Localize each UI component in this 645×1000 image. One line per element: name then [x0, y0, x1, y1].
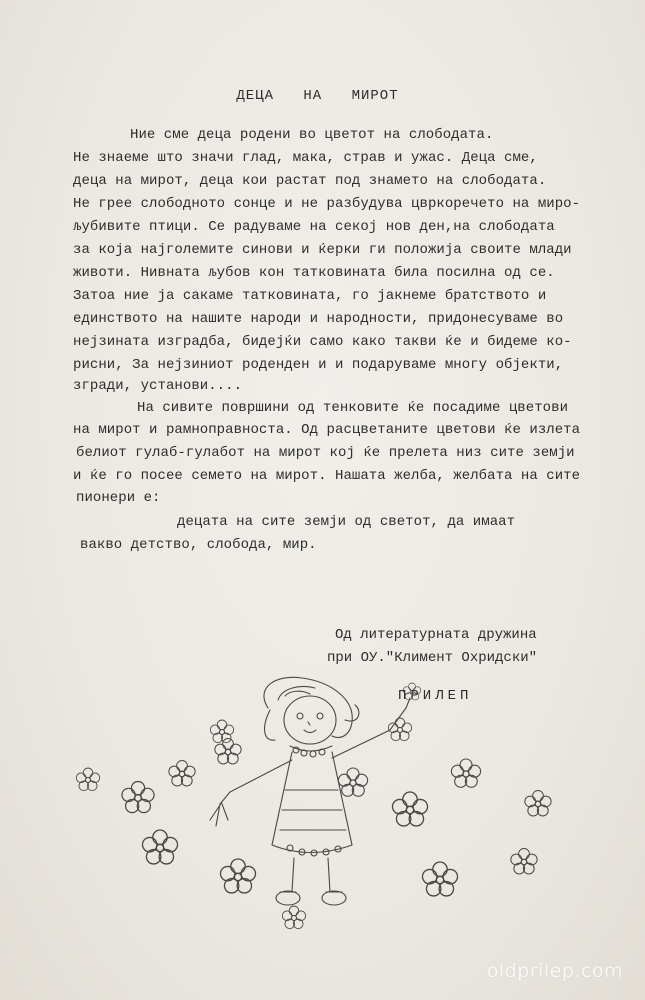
body-line: на мирот и рамноправноста. Од расцветаните цветови ќе излета	[73, 422, 581, 438]
body-line: згради, установи....	[73, 378, 243, 394]
body-line: вакво детство, слобода, мир.	[80, 537, 317, 553]
body-line: љубивите птици. Се радуваме на секој нов ден,на слободата	[73, 219, 555, 235]
signature-city: ПРИЛЕП	[398, 688, 473, 704]
body-line: На сивите површини од тенковите ќе посадиме цветови	[137, 400, 569, 416]
body-line: Затоа ние ја сакаме татковината, го јакнеме братството и	[73, 288, 547, 304]
watermark: oldprilep.com	[486, 960, 623, 982]
body-line: Не знаеме што значи глад, мака, страв и ужас. Деца сме,	[73, 150, 538, 166]
body-line: деца на мирот, деца кои растат под знамето на слободата.	[73, 173, 547, 189]
body-line: рисни, За нејзиниот роденден и и подаруваме многу објекти,	[73, 357, 564, 373]
document-title: ДЕЦА НА МИРОТ	[236, 88, 399, 104]
body-line: Ние сме деца родени во цветот на слободата.	[130, 127, 494, 143]
signature-line-1: Од литературната дружина	[335, 627, 537, 643]
body-line: пионери е:	[76, 490, 161, 506]
body-line: Не грее слободното сонце и не разбудува цвркоречето на миро-	[73, 196, 581, 212]
body-line: белиот гулаб-гулабот на мирот кој ќе прелета низ сите земји	[76, 445, 575, 461]
body-line: и ќе го посее семето на мирот. Нашата желба, желбата на сите	[73, 468, 581, 484]
body-line: за која најголемите синови и ќерки ги положија своите млади	[73, 242, 572, 258]
body-line: животи. Нивната љубов кон татковината била посилна од се.	[73, 265, 555, 281]
girl-with-flowers-drawing	[70, 670, 570, 940]
body-line: децата на сите земји од светот, да имаат	[177, 514, 516, 530]
signature-line-2: при ОУ."Климент Охридски"	[327, 650, 538, 666]
body-line: нејзината изградба, бидејќи само како такви ќе и бидеме ко-	[73, 334, 572, 350]
body-line: единството на нашите народи и народности, придонесуваме во	[73, 311, 564, 327]
